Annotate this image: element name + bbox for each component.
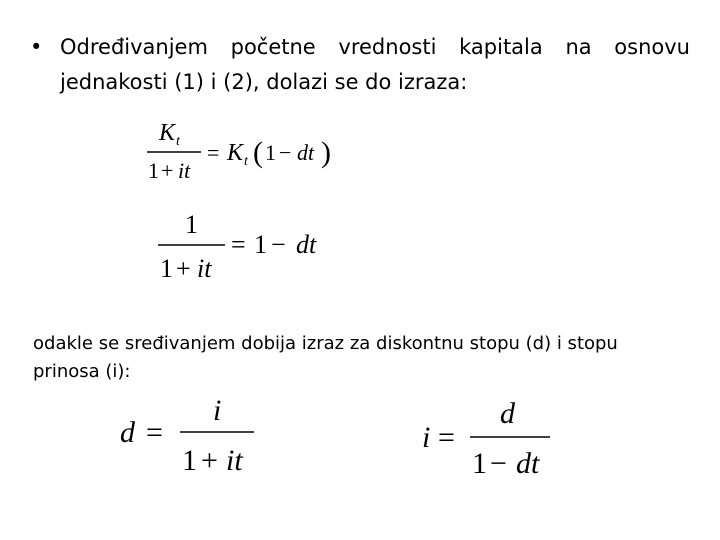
formula-4-numerator: d — [500, 397, 515, 430]
svg-text:1: 1 — [265, 140, 276, 165]
formula-2 — [155, 205, 345, 283]
bullet-item — [30, 30, 690, 100]
svg-text:dt: dt — [296, 230, 317, 259]
formula-2-rhs — [231, 230, 317, 259]
formula-4-lhs — [422, 421, 455, 454]
svg-text:+: + — [176, 254, 191, 283]
svg-text:1: 1 — [472, 447, 487, 480]
svg-text:1: 1 — [182, 444, 197, 477]
formula-4 — [420, 395, 570, 481]
intro-text: odakle se sređivanjem dobija izraz za diskontnu stopu (d) i stopu prinosa (i): — [33, 333, 618, 382]
svg-text:=: = — [207, 140, 220, 165]
formula-1 — [145, 118, 345, 186]
formula-1-denominator — [148, 158, 191, 183]
bullet-marker: • — [30, 35, 43, 59]
svg-text:1: 1 — [254, 230, 267, 259]
formula-3 — [118, 392, 268, 478]
svg-text:−: − — [279, 140, 292, 165]
svg-text:−: − — [271, 230, 286, 259]
formula-3-numerator: i — [213, 394, 222, 427]
svg-text:dt: dt — [516, 447, 540, 480]
formula-3-denominator — [182, 444, 243, 477]
svg-text:it: it — [226, 444, 243, 477]
svg-text:+: + — [161, 158, 174, 183]
svg-text:=: = — [231, 230, 246, 259]
formula-3-lhs — [120, 416, 163, 449]
svg-text:=: = — [438, 421, 455, 454]
svg-text:): ) — [321, 136, 331, 169]
svg-text:1: 1 — [148, 158, 159, 183]
svg-text:−: − — [490, 447, 507, 480]
svg-text:d: d — [120, 416, 135, 449]
svg-text:it: it — [197, 254, 212, 283]
formula-1-rhs — [207, 136, 331, 169]
svg-text:i: i — [422, 421, 431, 454]
formula-2-numerator: 1 — [185, 210, 198, 239]
svg-text:t: t — [176, 134, 180, 149]
svg-text:(: ( — [253, 136, 263, 169]
formula-1-numerator — [158, 120, 181, 149]
svg-text:+: + — [201, 444, 218, 477]
svg-text:1: 1 — [160, 254, 173, 283]
svg-text:K: K — [227, 140, 244, 166]
svg-text:dt: dt — [297, 140, 315, 165]
formula-4-denominator — [472, 447, 540, 480]
svg-text:t: t — [244, 154, 248, 169]
svg-text:K: K — [159, 120, 176, 146]
formula-2-denominator — [160, 254, 212, 283]
svg-text:it: it — [178, 158, 191, 183]
svg-text:=: = — [146, 416, 163, 449]
bullet-text: Određivanjem početne vrednosti kapitala na osnovu jednakosti (1) i (2), dolazi se do izraza: — [60, 35, 690, 94]
